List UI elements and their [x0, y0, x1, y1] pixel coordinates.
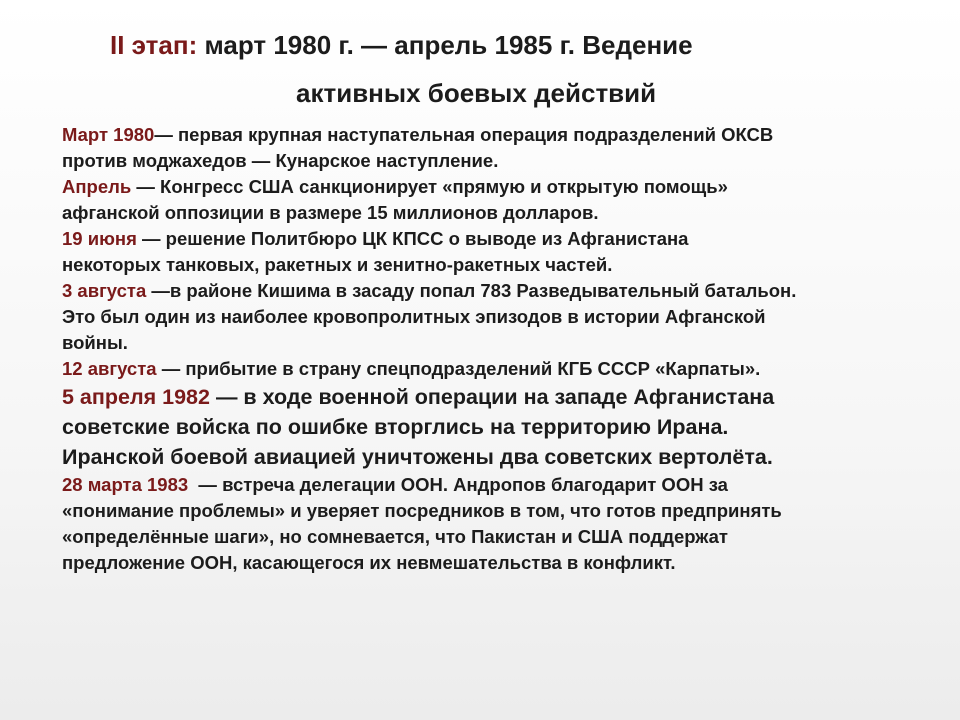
event-entry	[62, 278, 912, 356]
slide-title	[110, 28, 870, 62]
event-entry	[62, 356, 912, 382]
event-text-line: «понимание проблемы» и уверяет посредников в том, что готов предпринять	[62, 500, 782, 521]
event-text-line: — первая крупная наступательная операция подразделений ОКСВ	[154, 124, 774, 145]
event-text-line: — Конгресс США санкционирует «прямую и открытую помощь»	[131, 176, 728, 197]
event-text-line: советские войска по ошибке вторглись на территорию Ирана.	[62, 415, 729, 439]
event-text-line: войны.	[62, 332, 128, 353]
event-entry	[62, 174, 912, 226]
event-text-line: Это был один из наиболее кровопролитных эпизодов в истории Афганской	[62, 306, 766, 327]
event-text-line: Иранской боевой авиацией уничтожены два советских вертолёта.	[62, 445, 773, 469]
event-text-line: афганской оппозиции в размере 15 миллионов долларов.	[62, 202, 599, 223]
event-date: 28 марта 1983	[62, 474, 189, 495]
event-entry	[62, 226, 912, 278]
event-text-line: «определённые шаги», но сомневается, что Пакистан и США поддержат	[62, 526, 728, 547]
event-text-line: —в районе Кишима в засаду попал 783 Разведывательный батальон.	[146, 280, 797, 301]
event-date: 19 июня	[62, 228, 137, 249]
event-date: 3 августа	[62, 280, 147, 301]
event-text-line: — в ходе военной операции на западе Афганистана	[209, 385, 775, 409]
event-text-line: — встреча делегации ООН. Андропов благодарит ООН за	[188, 474, 728, 495]
event-entry	[62, 472, 912, 576]
event-text-line: против моджахедов — Кунарское наступление.	[62, 150, 499, 171]
event-text-line: предложение ООН, касающегося их невмешательства в конфликт.	[62, 552, 676, 573]
event-date: 12 августа	[62, 358, 157, 379]
events-list	[62, 122, 912, 576]
event-entry	[62, 382, 912, 472]
stage-label: II этап:	[110, 30, 198, 60]
event-text-line: — прибытие в страну спецподразделений КГБ СССР «Карпаты».	[156, 358, 761, 379]
stage-period: март 1980 г. — апрель 1985 г. Ведение	[197, 30, 693, 60]
event-date: Март 1980	[62, 124, 155, 145]
event-text-line: некоторых танковых, ракетных и зенитно-ракетных частей.	[62, 254, 613, 275]
event-text-line: — решение Политбюро ЦК КПСС о выводе из Афганистана	[136, 228, 689, 249]
slide-subtitle: активных боевых действий	[296, 78, 657, 108]
event-date: 5 апреля 1982	[62, 385, 210, 409]
event-date: Апрель	[62, 176, 132, 197]
event-entry	[62, 122, 912, 174]
